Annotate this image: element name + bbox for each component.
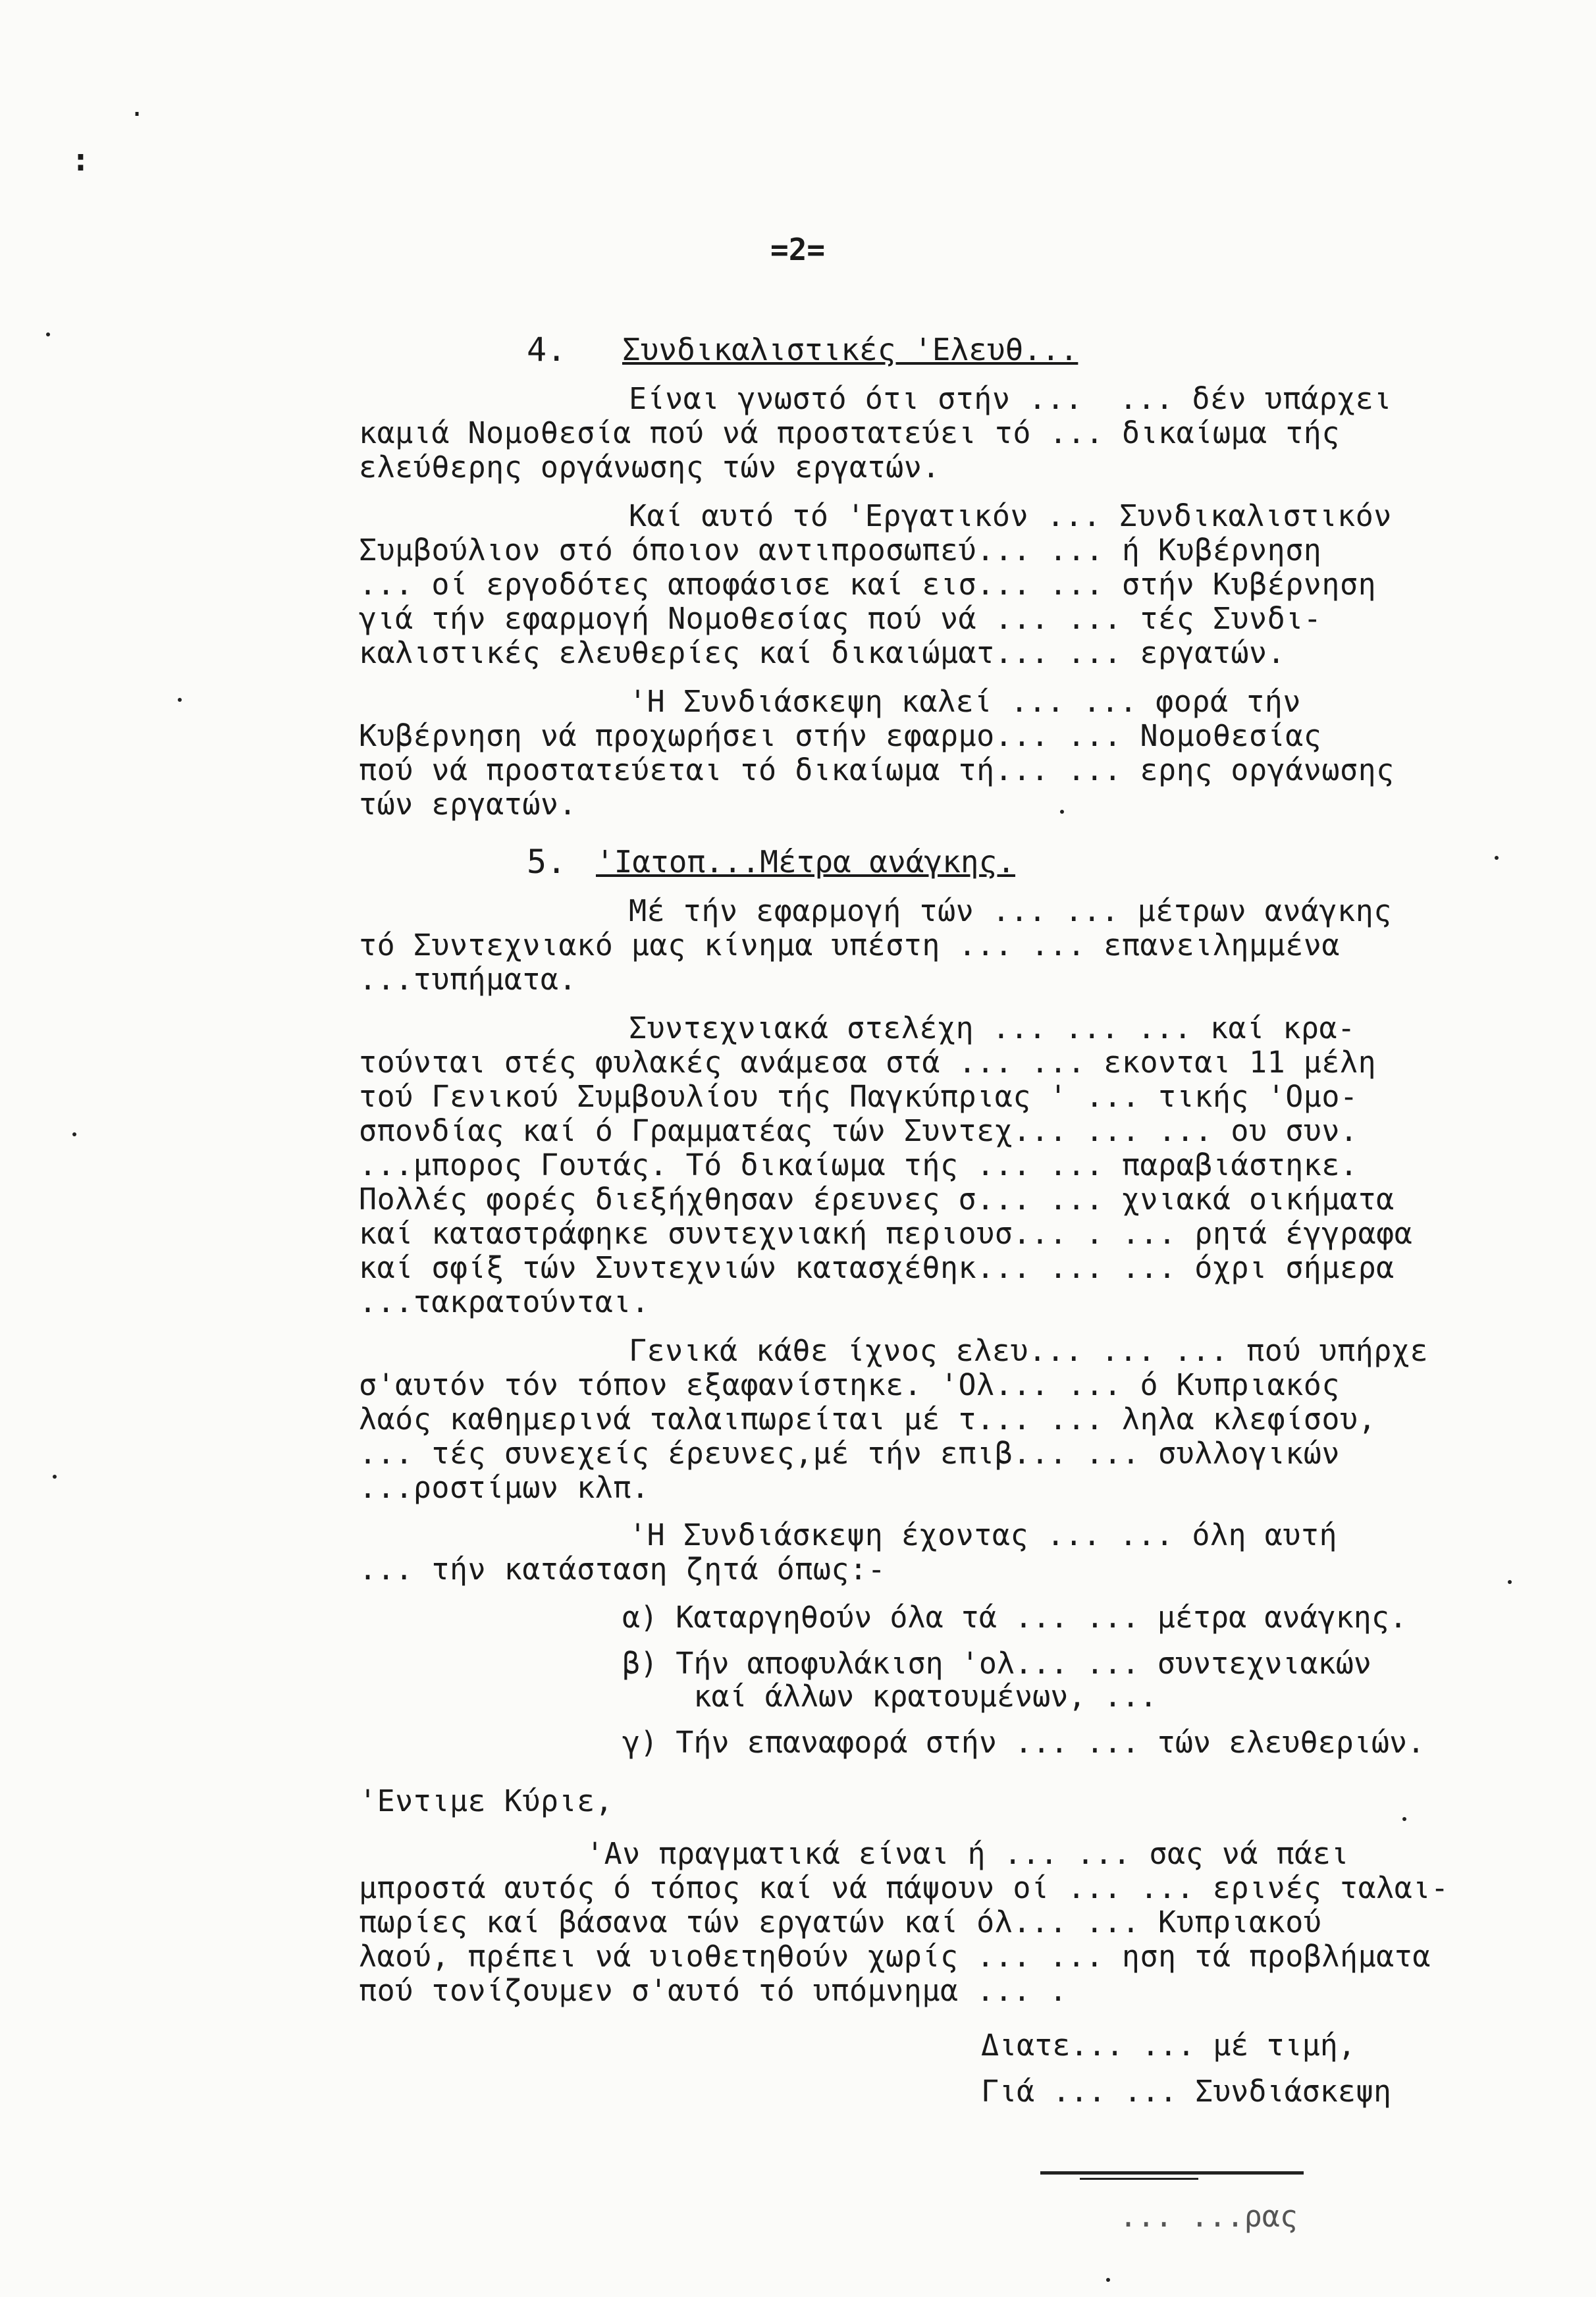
text-line: ...ροστίμων κλπ.	[359, 1470, 650, 1505]
text-line: 'Αν πραγματικά είναι ή ... ... σας νά πάει	[586, 1836, 1349, 1871]
scan-speck	[72, 1132, 76, 1136]
signature-rule-inner	[1080, 2178, 1198, 2180]
text-line: Είναι γνωστό ότι στήν ... ... δέν υπάρχει	[629, 381, 1392, 416]
scan-speck	[1402, 1817, 1406, 1821]
text-line: πού νά προστατεύεται τό δικαίωμα τή... ... ερης οργάνωσης	[359, 752, 1395, 787]
text-line: ...τακρατούνται.	[359, 1284, 650, 1319]
text-line: ελεύθερης οργάνωσης τών εργατών.	[359, 450, 940, 485]
scan-speck	[53, 1475, 57, 1479]
page-number: =2=	[770, 232, 826, 267]
text-line: ... οί εργοδότες αποφάσισε καί εισ... ... στήν Κυβέρνηση	[359, 567, 1377, 602]
text-line: πωρίες καί βάσανα τών εργατών καί όλ... ... Κυπριακού	[359, 1905, 1322, 1940]
signature-stamp: ... ...ρας	[1119, 2199, 1298, 2234]
text-line: τών εργατών.	[359, 787, 577, 822]
text-line: ... τήν κατάσταση ζητά όπως:-	[359, 1552, 886, 1587]
scan-speck	[1495, 856, 1499, 860]
text-line: Γενικά κάθε ίχνος ελευ... ... ... πού υπήρχε	[629, 1333, 1429, 1368]
text-line: τούνται στές φυλακές ανάμεσα στά ... ... εκονται 11 μέλη	[359, 1045, 1377, 1080]
section-4-number: 4.	[527, 330, 567, 369]
text-line: καλιστικές ελευθερίες καί δικαιώματ... ... εργατών.	[359, 635, 1286, 670]
scan-speck	[46, 332, 50, 336]
text-line: τό Συντεχνιακό μας κίνημα υπέστη ... ... επανειλημμένα	[359, 928, 1340, 963]
text-line: μπροστά αυτός ό τόπος καί νά πάψουν οί ... ... ερινές ταλαι-	[359, 1870, 1449, 1905]
text-line: σ'αυτόν τόν τόπον εξαφανίστηκε. 'Ολ... ... ό Κυπριακός	[359, 1367, 1340, 1402]
text-line: καί καταστράφηκε συντεχνιακή περιουσ... . ... ρητά έγγραφα	[359, 1216, 1413, 1251]
scan-speck	[1060, 810, 1064, 814]
salutation: 'Εντιμε Κύριε,	[359, 1783, 614, 1818]
text-line: ... τές συνεχείς έρευνες,μέ τήν επιβ... ... συλλογικών	[359, 1436, 1340, 1471]
text-line: Κυβέρνηση νά προχωρήσει στήν εφαρμο... ... Νομοθεσίας	[359, 718, 1322, 753]
text-line: Συμβούλιον στό όποιον αντιπροσωπεύ... ... ή Κυβέρνηση	[359, 533, 1322, 568]
text-line: καί σφίξ τών Συντεχνιών κατασχέθηκ... ... ... όχρι σήμερα	[359, 1250, 1395, 1285]
text-line: Καί αυτό τό 'Εργατικόν ... Συνδικαλιστικόν	[629, 498, 1392, 533]
text-line: ...μπορος Γουτάς. Τό δικαίωμα τής ... ... παραβιάστηκε.	[359, 1148, 1358, 1182]
text-line: λαού, πρέπει νά υιοθετηθούν χωρίς ... ... ηση τά προβλήματα	[359, 1939, 1431, 1974]
text-line: Μέ τήν εφαρμογή τών ... ... μέτρων ανάγκης	[629, 893, 1392, 928]
demand-item: α) Καταργηθούν όλα τά ... ... μέτρα ανάγκης.	[622, 1600, 1408, 1635]
text-line: 'Η Συνδιάσκεψη καλεί ... ... φορά τήν	[629, 684, 1301, 719]
text-line: Πολλές φορές διεξήχθησαν έρευνες σ... ... χνιακά οικήματα	[359, 1182, 1395, 1217]
signature-line-2: Γιά ... ... Συνδιάσκεψη	[981, 2074, 1392, 2109]
scan-speck	[1508, 1580, 1512, 1584]
signature-line-1: Διατε... ... μέ τιμή,	[981, 2028, 1356, 2063]
demand-item: β) Τήν αποφυλάκιση 'ολ... ... συντεχνιακών	[622, 1646, 1371, 1681]
text-line: καμιά Νομοθεσία πού νά προστατεύει τό ... δικαίωμα τής	[359, 415, 1340, 450]
margin-mark-left: :	[71, 142, 90, 178]
text-line: τού Γενικού Συμβουλίου τής Παγκύπριας ' ... τικής 'Ομο-	[359, 1079, 1358, 1114]
section-5-heading: 'Ιατοπ...Μέτρα ανάγκης.	[596, 844, 1015, 880]
demand-item: καί άλλων κρατουμένων, ...	[622, 1679, 1157, 1714]
demand-item: γ) Τήν επαναφορά στήν ... ... τών ελευθεριών.	[622, 1725, 1425, 1760]
scan-speck	[178, 698, 182, 702]
section-5-number: 5.	[527, 843, 567, 881]
margin-mark-top: .	[129, 92, 146, 122]
text-line: λαός καθημερινά ταλαιπωρείται μέ τ... ... ληλα κλεφίσου,	[359, 1402, 1377, 1437]
section-4-heading: Συνδικαλιστικές 'Ελευθ...	[622, 332, 1078, 367]
scan-speck	[1106, 2278, 1110, 2282]
text-line: γιά τήν εφαρμογή Νομοθεσίας πού νά ... ... τές Συνδι-	[359, 601, 1322, 636]
text-line: πού τονίζουμεν σ'αυτό τό υπόμνημα ... .	[359, 1973, 1068, 2008]
text-line: 'Η Συνδιάσκεψη έχοντας ... ... όλη αυτή	[629, 1518, 1338, 1552]
text-line: Συντεχνιακά στελέχη ... ... ... καί κρα-	[629, 1011, 1356, 1045]
signature-rule	[1040, 2171, 1304, 2175]
text-line: σπονδίας καί ό Γραμματέας τών Συντεχ... ... ... ου συν.	[359, 1113, 1358, 1148]
text-line: ...τυπήματα.	[359, 962, 577, 997]
